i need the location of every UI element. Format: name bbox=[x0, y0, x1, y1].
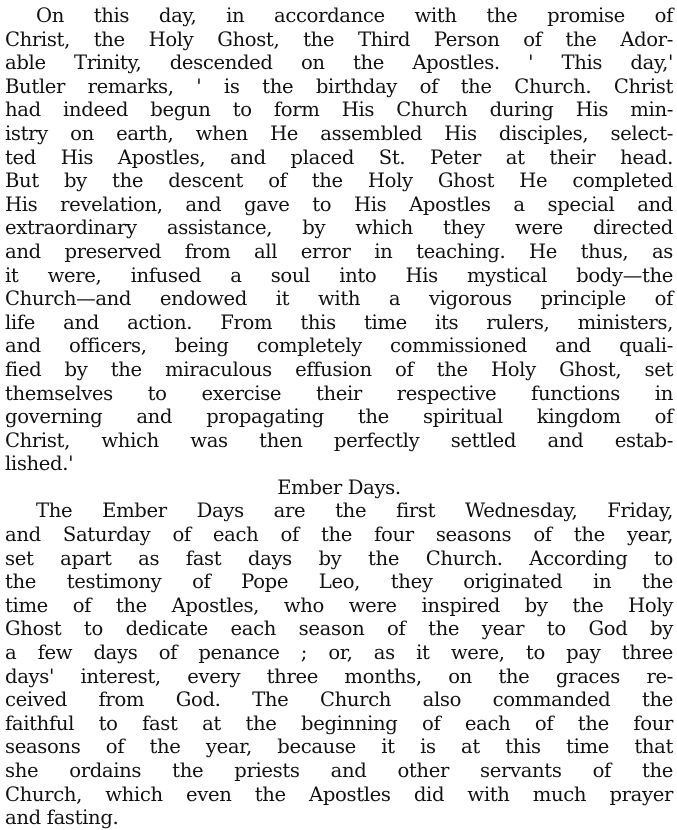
text-line: Church—and endowed it with a vigorous principle of bbox=[5, 287, 673, 311]
article-column bbox=[5, 4, 673, 830]
text-line: His revelation, and gave to His Apostles a special and bbox=[5, 192, 673, 216]
text-line: and fasting. bbox=[5, 806, 119, 830]
section-heading: Ember Days. bbox=[277, 475, 401, 499]
text-line: lished.' bbox=[5, 452, 74, 476]
text-line: life and action. From this time its rulers, ministers, bbox=[5, 310, 673, 334]
text-line: and officers, being completely commissioned and quali- bbox=[5, 334, 673, 358]
text-line: Butler remarks, ' is the birthday of the Church. Christ bbox=[5, 74, 673, 98]
text-line: governing and propagating the spiritual kingdom of bbox=[5, 405, 673, 429]
text-line: Christ, which was then perfectly settled and estab- bbox=[5, 428, 673, 452]
text-line: The Ember Days are the first Wednesday, Friday, bbox=[36, 499, 673, 523]
text-line: ceived from God. The Church also commanded the bbox=[5, 688, 673, 712]
text-line: and Saturday of each of the four seasons of the year, bbox=[5, 523, 673, 547]
text-line: able Trinity, descended on the Apostles. ' This day,' bbox=[5, 51, 673, 75]
paragraph-pentecost bbox=[5, 4, 673, 476]
text-line: faithful to fast at the beginning of each of the four bbox=[5, 711, 673, 735]
text-line: Church, which even the Apostles did with much prayer bbox=[5, 782, 673, 806]
text-line: set apart as fast days by the Church. According to bbox=[5, 546, 673, 570]
text-line: time of the Apostles, who were inspired by the Holy bbox=[5, 593, 673, 617]
paragraph-ember-days bbox=[5, 499, 673, 829]
text-line: and preserved from all error in teaching. He thus, as bbox=[5, 239, 673, 263]
text-line: the testimony of Pope Leo, they originated in the bbox=[5, 570, 673, 594]
text-line: extraordinary assistance, by which they were directed bbox=[5, 216, 673, 240]
text-line: seasons of the year, because it is at this time that bbox=[5, 735, 673, 759]
text-line: it were, infused a soul into His mystical body—the bbox=[5, 263, 673, 287]
text-line: Ghost to dedicate each season of the year to God by bbox=[5, 617, 673, 641]
text-line: On this day, in accordance with the promise of bbox=[36, 4, 673, 27]
text-line: days' interest, every three months, on the graces re- bbox=[5, 664, 673, 688]
text-line: istry on earth, when He assembled His disciples, select- bbox=[5, 121, 673, 145]
text-line: themselves to exercise their respective functions in bbox=[5, 381, 673, 405]
text-line: had indeed begun to form His Church during His min- bbox=[5, 98, 673, 122]
text-line: fied by the miraculous effusion of the Holy Ghost, set bbox=[5, 357, 673, 381]
text-line: Christ, the Holy Ghost, the Third Person of the Ador- bbox=[5, 27, 673, 51]
text-line: But by the descent of the Holy Ghost He completed bbox=[5, 169, 673, 193]
text-line: she ordains the priests and other servants of the bbox=[5, 759, 673, 782]
text-line: a few days of penance ; or, as it were, to pay three bbox=[5, 641, 673, 665]
text-line: ted His Apostles, and placed St. Peter at their head. bbox=[5, 145, 673, 169]
